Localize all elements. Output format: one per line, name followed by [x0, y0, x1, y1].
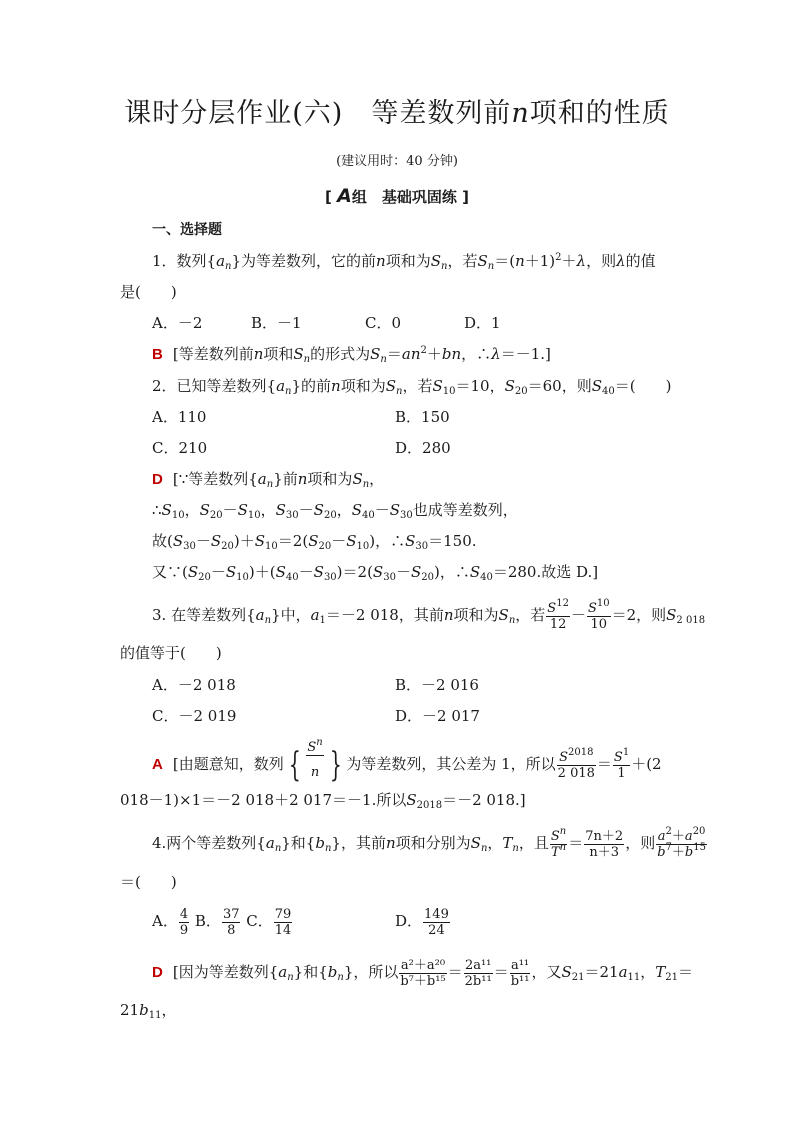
- fraction-2a11-over-2b11: $\frac{\text{2a¹¹}}{\text{2b¹¹}}$: [464, 957, 492, 989]
- fraction-a11-over-b11: $\frac{\text{a¹¹}}{\text{b¹¹}}$: [510, 957, 530, 989]
- fraction-s10-over-10: $\frac{S^{10}}{10}$: [587, 597, 610, 632]
- q1-option-c: C．0: [365, 314, 402, 332]
- q4-answer: D: [152, 964, 163, 981]
- q4-option-d: D． $\frac{149}{24}$: [395, 906, 449, 938]
- q2-explanation-2: $\therefore S_{10}$，$S_{20}-S_{10}$，$S_{30}-S_{20}$，$S_{40}-S_{30}$也成等差数列，: [152, 501, 518, 521]
- q1-option-b: B．－1: [251, 314, 302, 332]
- q4-option-b-fraction: $\frac{37}{8}$: [222, 906, 240, 938]
- q4-options-abc: A． $\frac{4}{9}$ B． $\frac{37}{8}$ C． $\frac{79}{14}$: [152, 906, 292, 938]
- time-note: (建议用时：40 分钟): [336, 154, 458, 169]
- q4-option-a-fraction: $\frac{4}{9}$: [179, 906, 189, 938]
- q3-option-a: A．－2 018: [152, 676, 236, 694]
- q4-option-c-fraction: $\frac{79}{14}$: [274, 906, 292, 938]
- q3-explanation-2: 018－1)×1＝－2 018＋2 017＝－1.所以$S_{2018}=-2$ 018.]: [120, 791, 526, 811]
- q2-explanation-3: 故$(S_{30}-S_{20})+S_{10}=2(S_{20}-S_{10})$，$\therefore S_{30}=150$.: [152, 532, 477, 552]
- page-title: 课时分层作业(六) 等差数列前n项和的性质: [124, 98, 670, 129]
- question-3-line-2: 的值等于( ): [120, 644, 222, 662]
- fraction-sn-over-n: $\frac{S^n}{n}$: [307, 737, 323, 780]
- q4-explanation-2: $21b_{11}$，: [120, 1001, 177, 1021]
- fraction-sn-over-tn: $\frac{S^n}{T^n}$: [550, 825, 567, 860]
- fraction-a-over-b-terms: $\frac{a^2+a^{20}}{b^7+b^{15}}$: [657, 825, 706, 860]
- question-3-line-1: 3. 在等差数列$\{a_n\}$中，$a_1=-2$ 018，其前n项和为$S_n$，若 $\frac{S^{12}}{12}$ － $\frac{S^{10}}{10}$ ＝2，则$S_{2 018}$: [152, 597, 706, 632]
- q1-option-d: D．1: [464, 314, 501, 332]
- q3-answer: A: [152, 756, 163, 773]
- q2-option-b: B．150: [395, 408, 450, 426]
- q1-explanation: B [等差数列前n项和$S_n$的形式为$S_n=an^2+bn$，∴λ＝－1.]: [152, 345, 551, 365]
- fraction-a2-a20-over-b7-b15: $\frac{\text{a²＋a²⁰}}{\text{b⁷＋b¹⁵}}$: [400, 957, 446, 989]
- q2-explanation-1: D [∵等差数列$\{a_n\}$前n项和为$S_n$，: [152, 470, 385, 490]
- q1-answer: B: [152, 346, 163, 363]
- q1-option-a: A．－2: [152, 314, 203, 332]
- left-brace: {: [288, 745, 301, 785]
- question-4-line-2: ＝( ): [120, 873, 177, 891]
- q3-explanation-1: A [由题意知，数列 { $\frac{S^n}{n}$ } 为等差数列，其公差为 1，所以 $\frac{S^{2018}}{2 018}$ ＝ $\frac{S^1}{1}$ ＋(2: [152, 740, 662, 790]
- fraction-s1-over-1: $\frac{S^1}{1}$: [613, 746, 630, 781]
- fraction-ratio-expression: $\frac{7n+2}{n+3}$: [585, 828, 624, 860]
- q4-explanation-1: D [因为等差数列$\{a_n\}$和$\{b_n\}$，所以 $\frac{\text{a²＋a²⁰}}{\text{b⁷＋b¹⁵}}$ ＝ $\frac{\text{2a¹¹}}{\text{2b¹¹}}$ ＝ $\frac{\text{a¹¹}}{\text{b¹¹}}$ ，又$S_{21}=21a_{11}$，$T_{21}=$: [152, 957, 694, 989]
- q3-option-b: B．－2 016: [395, 676, 479, 694]
- question-1-line-1: 1．数列$\{a_n\}$为等差数列，它的前n项和为$S_n$，若$S_n=(n+1)^2+\lambda$，则λ的值: [152, 252, 656, 272]
- q3-option-c: C．－2 019: [152, 707, 237, 725]
- group-letter: A: [337, 185, 352, 207]
- q2-answer: D: [152, 471, 163, 488]
- q3-option-d: D．－2 017: [395, 707, 480, 725]
- question-4-line-1: 4.两个等差数列$\{a_n\}$和$\{b_n\}$，其前n项和分别为$S_n$，$T_n$，且 $\frac{S^n}{T^n}$ ＝ $\frac{7n+2}{n+3}$ ，则 $\frac{a^2+a^{20}}{b^7+b^{15}}$: [152, 825, 706, 860]
- fraction-s12-over-12: $\frac{S^{12}}{12}$: [547, 597, 569, 632]
- fraction-s2018-over-2018: $\frac{S^{2018}}{2 018}$: [557, 746, 595, 781]
- q2-option-d: D．280: [395, 439, 451, 457]
- q2-option-a: A．110: [152, 408, 207, 426]
- question-1-line-2: 是( ): [120, 283, 177, 301]
- q4-option-d-fraction: $\frac{149}{24}$: [424, 906, 449, 938]
- group-header: [ A组 基础巩固练 ]: [325, 185, 469, 207]
- right-brace: }: [329, 745, 342, 785]
- q2-option-c: C．210: [152, 439, 208, 457]
- q2-explanation-4: 又$\because(S_{20}-S_{10})+(S_{40}-S_{30})=2(S_{30}-S_{20})$，$\therefore S_{40}=280$.故选 D.]: [152, 563, 599, 583]
- section-heading: 一、选择题: [152, 222, 222, 238]
- question-2-line-1: 2．已知等差数列$\{a_n\}$的前n项和为$S_n$，若$S_{10}=10$，$S_{20}=60$，则$S_{40}=$( ): [152, 377, 672, 397]
